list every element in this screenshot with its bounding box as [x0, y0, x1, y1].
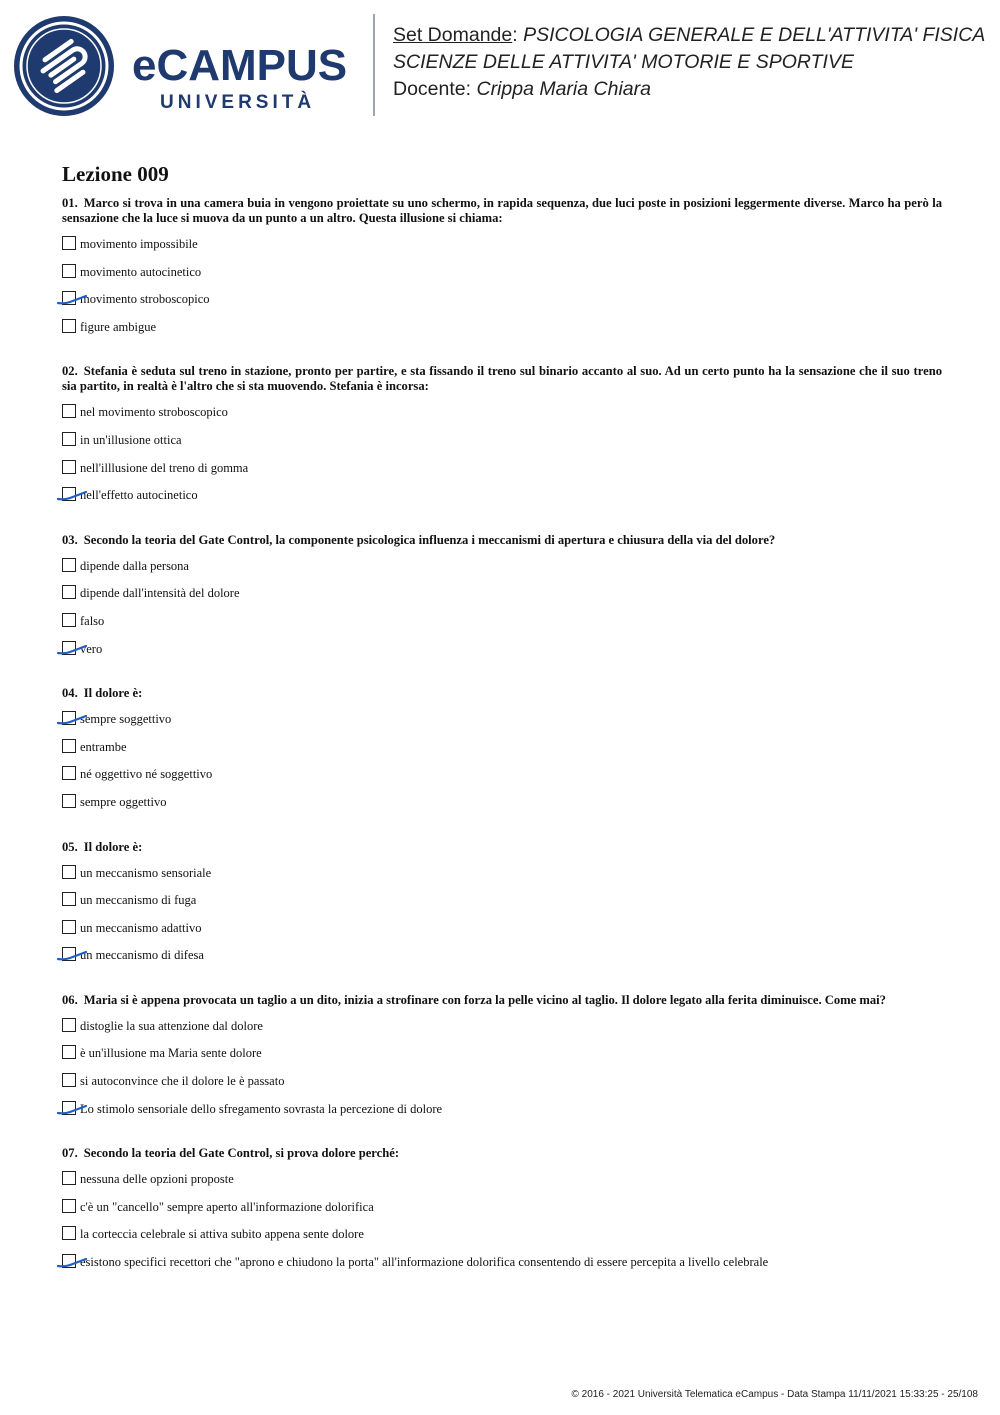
answer-label: falso	[80, 613, 105, 628]
answer-option[interactable]	[62, 794, 942, 822]
set-label: Set Domande	[393, 24, 513, 46]
answer-option[interactable]	[62, 432, 942, 460]
answer-label: un meccanismo di fuga	[80, 893, 197, 908]
question-text	[62, 993, 942, 1008]
question-number: 06.	[62, 992, 78, 1007]
answer-label: vero	[80, 641, 103, 656]
answer-checkbox[interactable]	[62, 319, 76, 333]
question-block	[62, 1146, 942, 1281]
answer-option[interactable]	[62, 892, 942, 920]
answer-option[interactable]	[62, 920, 942, 948]
answer-option[interactable]	[62, 613, 942, 641]
teacher-label: Docente	[393, 78, 466, 100]
answer-checkbox[interactable]	[62, 585, 76, 599]
question-number: 05.	[62, 839, 78, 854]
answer-checkbox[interactable]	[62, 1226, 76, 1240]
lesson-title: Lezione 009	[62, 162, 169, 186]
logo-subtext: UNIVERSITÀ	[160, 92, 316, 113]
answer-label: né oggettivo né soggettivo	[80, 767, 213, 782]
question-block	[62, 993, 942, 1128]
answer-checkbox[interactable]	[62, 920, 76, 934]
answer-label: nel movimento stroboscopico	[80, 405, 228, 420]
question-number: 01.	[62, 196, 78, 210]
teacher-name: Crippa Maria Chiara	[476, 78, 651, 100]
question-text	[62, 1146, 942, 1161]
answer-checkbox[interactable]	[62, 1045, 76, 1059]
question-text	[62, 840, 942, 855]
question-block	[62, 840, 942, 975]
answer-option[interactable]	[62, 1226, 942, 1254]
answer-option[interactable]	[62, 236, 942, 264]
answer-option[interactable]	[62, 487, 942, 515]
answer-label: movimento impossibile	[80, 237, 198, 251]
answer-label: nell'illlusione del treno di gomma	[80, 460, 249, 475]
answer-checkbox[interactable]	[62, 404, 76, 418]
answer-checkbox[interactable]	[62, 613, 76, 627]
answer-checkbox[interactable]	[62, 432, 76, 446]
answer-label: esistono specifici recettori che "aprono e chiudono la porta" all'informazione dolorifica consentendo di essere percepita a livello celebrale	[80, 1255, 769, 1270]
answer-label: dipende dall'intensità del dolore	[80, 586, 240, 601]
answer-option[interactable]	[62, 1199, 942, 1227]
question-block	[62, 533, 942, 668]
answer-label: entrambe	[80, 739, 127, 754]
answer-option[interactable]	[62, 460, 942, 488]
answer-option[interactable]	[62, 319, 942, 347]
ecampus-logo	[14, 14, 359, 118]
question-number: 07.	[62, 1146, 78, 1161]
question-block	[62, 196, 942, 346]
question-prompt: Il dolore è:	[83, 839, 143, 854]
answer-checkbox[interactable]	[62, 236, 76, 250]
answer-checkbox[interactable]	[62, 794, 76, 808]
answer-label: movimento autocinetico	[80, 264, 202, 279]
answer-option[interactable]	[62, 1073, 942, 1101]
pen-check-mark-icon	[56, 287, 88, 309]
answer-checkbox[interactable]	[62, 264, 76, 278]
pen-check-mark-icon	[56, 707, 88, 729]
answer-label: nell'effetto autocinetico	[80, 488, 198, 503]
answer-label: un meccanismo di difesa	[80, 948, 204, 963]
answer-option[interactable]	[62, 711, 942, 739]
course-name: SCIENZE DELLE ATTIVITA' MOTORIE E SPORTIVE	[393, 51, 854, 73]
pen-check-mark-icon	[56, 637, 88, 659]
answer-option[interactable]	[62, 585, 942, 613]
question-list	[62, 196, 942, 1300]
answer-option[interactable]	[62, 291, 942, 319]
question-prompt: Stefania è seduta sul treno in stazione, pronto per partire, e sta fissando il treno sul binario accanto al suo. Ad un certo punto ha la sensazione che il suo treno sia partito, in realtà è l'altro che si sta muovendo. Stefania è incorsa:	[62, 364, 942, 394]
answer-checkbox[interactable]	[62, 1171, 76, 1185]
question-prompt: Secondo la teoria del Gate Control, si prova dolore perché:	[83, 1146, 400, 1161]
pen-check-mark-icon	[56, 943, 88, 965]
question-block	[62, 364, 942, 514]
answer-option[interactable]	[62, 1101, 942, 1129]
answer-checkbox[interactable]	[62, 1018, 76, 1032]
answer-option[interactable]	[62, 264, 942, 292]
answer-option[interactable]	[62, 947, 942, 975]
header-divider	[373, 14, 375, 116]
question-text	[62, 364, 942, 394]
question-prompt: Maria si è appena provocata un taglio a un dito, inizia a strofinare con forza la pelle vicino al taglio. Il dolore legato alla ferita diminuisce. Come mai?	[83, 992, 886, 1007]
answer-option[interactable]	[62, 641, 942, 669]
answer-label: dipende dalla persona	[80, 558, 189, 573]
answer-option[interactable]	[62, 1045, 942, 1073]
answer-option[interactable]	[62, 558, 942, 586]
question-number: 03.	[62, 532, 78, 547]
answer-option[interactable]	[62, 1254, 942, 1282]
answer-checkbox[interactable]	[62, 1073, 76, 1087]
pen-check-mark-icon	[56, 1250, 88, 1272]
answer-label: si autoconvince che il dolore le è passato	[80, 1074, 285, 1089]
question-text	[62, 686, 942, 701]
set-value: PSICOLOGIA GENERALE E DELL'ATTIVITA' FISICA	[523, 24, 986, 46]
answer-option[interactable]	[62, 766, 942, 794]
answer-label: in un'illusione ottica	[80, 432, 182, 447]
answer-label: c'è un "cancello" sempre aperto all'informazione dolorifica	[80, 1199, 374, 1214]
question-prompt: Marco si trova in una camera buia in vengono proiettate su uno schermo, in rapida sequenza, due luci poste in posizioni leggermente diverse. Marco ha però la sensazione che la luce si muova da un punto a un altro. Questa illusione si chiama:	[62, 196, 942, 225]
pen-check-mark-icon	[56, 1097, 88, 1119]
header-info: Set Domande: PSICOLOGIA GENERALE E DELL'ATTIVITA' FISICA SCIENZE DELLE ATTIVITA' MOTORIE E SPORTIVE Docente: Crippa Maria Chiara	[393, 24, 986, 100]
pen-check-mark-icon	[56, 483, 88, 505]
question-text	[62, 533, 942, 548]
answer-checkbox[interactable]	[62, 766, 76, 780]
answer-label: un meccanismo sensoriale	[80, 865, 212, 880]
answer-label: distoglie la sua attenzione dal dolore	[80, 1018, 263, 1033]
answer-label: Lo stimolo sensoriale dello sfregamento sovrasta la percezione di dolore	[80, 1101, 443, 1116]
answer-checkbox[interactable]	[62, 892, 76, 906]
answer-label: sempre soggettivo	[80, 712, 172, 727]
answer-label: sempre oggettivo	[80, 794, 167, 809]
question-number: 02.	[62, 364, 78, 379]
question-text	[62, 196, 942, 226]
answer-checkbox[interactable]	[62, 739, 76, 753]
answer-label: è un'illusione ma Maria sente dolore	[80, 1046, 262, 1061]
answer-checkbox[interactable]	[62, 558, 76, 572]
answer-label: nessuna delle opzioni proposte	[80, 1172, 234, 1187]
question-prompt: Il dolore è:	[83, 686, 143, 701]
logo-text: eCAMPUS	[132, 41, 348, 90]
page-header	[0, 0, 1000, 130]
question-prompt: Secondo la teoria del Gate Control, la componente psicologica influenza i meccanismi di apertura e chiusura della via del dolore?	[83, 532, 776, 547]
answer-checkbox[interactable]	[62, 460, 76, 474]
answer-label: la corteccia celebrale si attiva subito appena sente dolore	[80, 1227, 364, 1242]
page-footer: © 2016 - 2021 Università Telematica eCampus - Data Stampa 11/11/2021 15:33:25 - 25/108	[571, 1389, 978, 1400]
question-number: 04.	[62, 686, 78, 701]
answer-option[interactable]	[62, 1171, 942, 1199]
answer-label: un meccanismo adattivo	[80, 920, 202, 935]
answer-label: movimento stroboscopico	[80, 292, 210, 307]
question-block	[62, 686, 942, 821]
answer-checkbox[interactable]	[62, 1199, 76, 1213]
answer-checkbox[interactable]	[62, 865, 76, 879]
answer-label: figure ambigue	[80, 319, 157, 334]
answer-option[interactable]	[62, 1018, 942, 1046]
answer-option[interactable]	[62, 404, 942, 432]
answer-option[interactable]	[62, 739, 942, 767]
answer-option[interactable]	[62, 865, 942, 893]
